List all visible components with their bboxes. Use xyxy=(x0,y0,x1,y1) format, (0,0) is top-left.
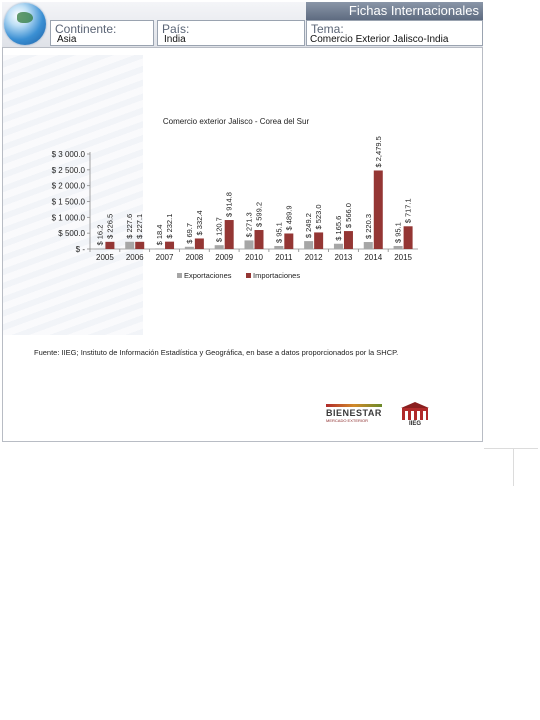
divider-vline xyxy=(513,448,514,486)
topic-value: Comercio Exterior Jalisco-India xyxy=(310,34,449,45)
source-note: Fuente: IIEG; Instituto de Información Estadística y Geográfica, en base a datos proporcionados por la SHCP. xyxy=(34,348,399,357)
y-tick-label: $ 2 500.0 xyxy=(51,165,85,175)
country-value: India xyxy=(164,34,186,45)
export-bar xyxy=(394,246,403,249)
import-bar xyxy=(314,232,323,249)
import-data-label: $ 227.1 xyxy=(135,213,145,239)
plot-area xyxy=(52,136,418,262)
y-tick-label: $ - xyxy=(75,245,85,254)
legend-label-imports: Importaciones xyxy=(253,271,301,280)
import-bar xyxy=(374,170,383,249)
x-tick-label: 2014 xyxy=(364,253,383,262)
import-data-label: $ 332.4 xyxy=(194,210,204,236)
import-data-label: $ 226.5 xyxy=(105,213,115,239)
import-bar xyxy=(344,231,353,249)
export-bar xyxy=(334,244,343,249)
import-data-label: $ 717.1 xyxy=(403,198,413,224)
import-bar xyxy=(404,226,413,249)
export-data-label: $ 249.2 xyxy=(304,213,314,239)
bienestar-logo-subtext: MERCADO EXTERIOR xyxy=(326,418,369,423)
x-tick-label: 2015 xyxy=(394,253,412,262)
import-data-label: $ 489.9 xyxy=(284,205,294,231)
bienestar-logo-text: BIENESTAR xyxy=(326,408,382,418)
export-bar xyxy=(185,247,194,249)
x-tick-label: 2011 xyxy=(275,253,293,262)
import-data-label: $ 566.0 xyxy=(343,203,353,229)
import-data-label: $ 2,479.5 xyxy=(373,136,383,168)
export-bar xyxy=(95,248,104,249)
import-bar xyxy=(255,230,264,249)
divider-line xyxy=(484,448,538,449)
export-data-label: $ 18.4 xyxy=(155,224,165,246)
import-data-label: $ 232.1 xyxy=(165,213,175,239)
export-bar xyxy=(274,246,283,249)
legend-swatch-exports xyxy=(177,273,182,278)
export-data-label: $ 220.3 xyxy=(363,213,373,240)
import-data-label: $ 523.0 xyxy=(314,204,324,230)
iieg-logo-text: IIEG xyxy=(408,421,422,426)
legend-label-exports: Exportaciones xyxy=(184,271,232,280)
export-data-label: $ 120.7 xyxy=(214,217,224,243)
y-tick-label: $ 1 000.0 xyxy=(51,213,85,223)
bienestar-logo xyxy=(326,404,382,428)
continent-value: Asia xyxy=(57,34,77,45)
x-tick-label: 2012 xyxy=(304,253,323,262)
legend-swatch-imports xyxy=(246,273,251,278)
x-tick-label: 2007 xyxy=(155,253,174,262)
x-tick-label: 2005 xyxy=(96,253,114,262)
export-data-label: $ 165.6 xyxy=(333,215,343,241)
export-data-label: $ 95.1 xyxy=(274,222,284,243)
export-bar xyxy=(125,242,134,249)
iieg-building-icon xyxy=(400,402,430,426)
chart-title: Comercio exterior Jalisco - Corea del Sur xyxy=(162,117,310,126)
y-tick-label: $ 3 000.0 xyxy=(51,150,85,159)
export-bar xyxy=(215,245,224,249)
import-bar xyxy=(225,220,234,249)
topic-label: Tema: xyxy=(311,22,344,36)
import-bar xyxy=(195,238,204,249)
x-tick-label: 2008 xyxy=(185,253,204,262)
export-data-label: $ 16.2 xyxy=(95,224,105,246)
import-bar xyxy=(165,242,174,249)
x-tick-label: 2010 xyxy=(245,253,263,262)
export-data-label: $ 227.6 xyxy=(125,213,135,239)
x-tick-label: 2006 xyxy=(125,253,144,262)
chart-legend xyxy=(177,271,300,280)
export-bar xyxy=(245,240,254,249)
continent-label: Continente: xyxy=(55,22,117,36)
import-bar xyxy=(284,233,293,249)
country-label: País: xyxy=(162,22,190,36)
iieg-logo xyxy=(400,400,470,430)
export-data-label: $ 69.7 xyxy=(184,222,194,244)
export-bar xyxy=(155,248,164,249)
export-data-label: $ 95.1 xyxy=(393,222,403,243)
export-bar xyxy=(364,242,373,249)
y-tick-label: $ 2 000.0 xyxy=(51,181,85,191)
import-bar xyxy=(135,242,144,249)
bienestar-logo-stripe xyxy=(326,404,382,407)
y-tick-label: $ 1 500.0 xyxy=(51,197,85,207)
export-data-label: $ 271.3 xyxy=(244,212,254,238)
export-bar xyxy=(304,241,313,249)
import-data-label: $ 599.2 xyxy=(254,201,264,228)
import-data-label: $ 914.8 xyxy=(224,192,234,218)
import-bar xyxy=(105,242,114,249)
page-title: Fichas Internacionales xyxy=(306,2,483,20)
y-tick-label: $ 500.0 xyxy=(58,229,85,239)
x-tick-label: 2009 xyxy=(215,253,234,262)
x-tick-label: 2013 xyxy=(334,253,353,262)
